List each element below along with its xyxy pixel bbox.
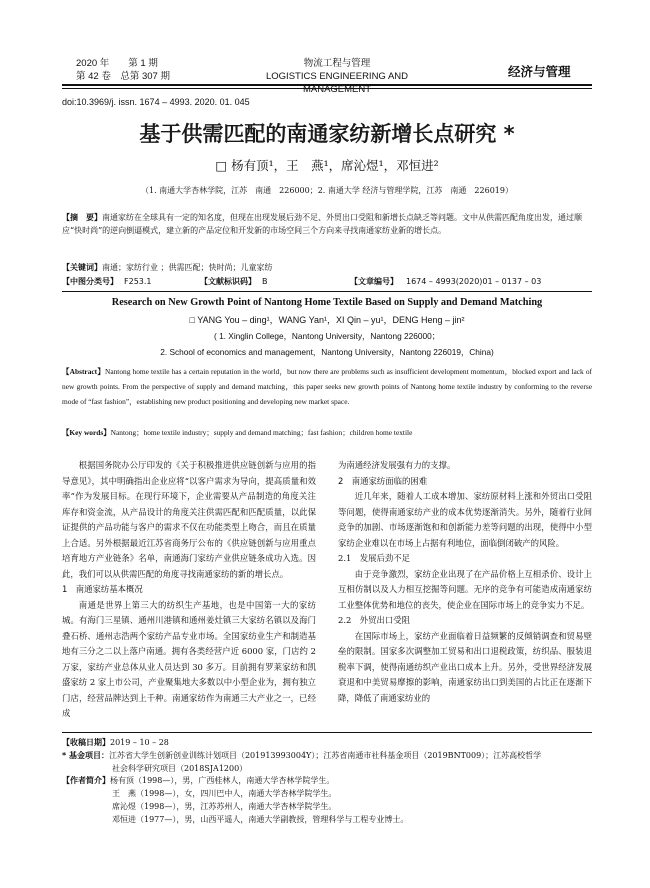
keywords-en xyxy=(62,427,592,438)
abstract-cn-text: 南通家纺在全球具有一定的知名度，但现在出现发展后劲不足、外贸出口受阻和新增长点缺乏等问题。文中从供需匹配角度出发，通过顺应“快时尚”的逆向倒逼模式，建立新的产品定位和开发新的市场空间三个方向来寻找南通家纺业新的增长点。 xyxy=(62,213,582,235)
subsection-2-1-heading: 2.1 发展后劲不足 xyxy=(338,553,410,563)
keywords-en-label: 【Key words】 xyxy=(62,428,111,437)
author-bio-2: 王 燕（1998—），女，四川巴中人，南通大学杏林学院学生。 xyxy=(112,789,337,799)
continued-paragraph: 为南通经济发展强有力的支撑。 xyxy=(338,460,456,470)
abstract-en-text: Nantong home textile has a certain reputation in the world，but now there are problems such as insufficient development momentum，blocked export and lack of new growth points. From the perspective of supply and demand matching，this paper seeks new growth points of Nantong home textile industry by conforming to the reverse mode of “fast fashion”，establishing new product positioning and developing new market space. xyxy=(62,367,592,406)
article-no-value: 1674 – 4993(2020)01 – 0137 – 03 xyxy=(406,277,542,286)
affiliation-en-2: 2. School of economics and management，Nantong University，Nantong 226019，China) xyxy=(160,347,494,357)
body-column-left xyxy=(62,458,316,722)
journal-name-en: LOGISTICS ENGINEERING AND MANAGEMENT xyxy=(266,71,408,95)
meta-rule xyxy=(62,291,592,292)
doc-code-field xyxy=(200,276,268,289)
volume-info: 第 42 卷 总第 307 期 xyxy=(76,71,170,82)
classification-row xyxy=(62,276,592,289)
year-issue: 2020 年 第 1 期 xyxy=(76,58,158,69)
subsection-2-1-paragraph: 由于竞争激烈，家纺企业出现了在产品价格上互相杀价、设计上互相仿制以及人力相互挖掘等问题。无序的竞争有可能造成南通家纺工业整体优势和地位的丧失，使企业在国际市场上的竞争实力不足。 xyxy=(338,568,592,610)
doc-code-value: B xyxy=(262,277,268,286)
article-no-field xyxy=(350,276,541,289)
section-name: 经济与管理 xyxy=(508,64,571,79)
author-bio-1: 【作者简介】杨有顶（1998—），男，广西桂林人，南通大学杏林学院学生。 xyxy=(62,776,335,786)
section-2-heading: 2 南通家纺面临的困难 xyxy=(338,475,428,486)
clc-value: F253.1 xyxy=(124,277,152,286)
body-column-right xyxy=(338,458,592,706)
clc-field xyxy=(62,276,152,289)
journal-name-cn: 物流工程与管理 xyxy=(303,58,371,69)
abstract-cn xyxy=(62,212,592,237)
journal-name xyxy=(232,57,442,96)
subsection-2-2-paragraph: 在国际市场上，家纺产业面临着日益频繁的反倾销调查和贸易壁垒的限制。国家多次调整加工贸易和出口退税政策，纺织品、服装退税率下调，使得南通纺织产业出口成本上升。另外，受世界经济发展衰退和中美贸易摩擦的影响，南通家纺出口到美国的占比正在逐渐下降，降低了南通家纺业的 xyxy=(338,630,592,703)
keywords-cn-label: 【关键词】 xyxy=(62,263,102,272)
affiliation-en-1: ( 1. Xinglin College，Nantong University，Nantong 226000； xyxy=(214,331,440,341)
section-1-heading: 1 南通家纺基本概况 xyxy=(62,584,143,594)
header-rule-thin xyxy=(62,88,592,89)
issue-info xyxy=(76,57,170,83)
keywords-cn-text: 南通；家纺行业 ；供需匹配；快时尚；儿童家纺 xyxy=(102,263,273,272)
affiliation-cn: （1. 南通大学杏林学院，江苏 南通 226000；2. 南通大学 经济与管理学院，江苏 南通 226019） xyxy=(141,186,513,195)
footnote-rule xyxy=(62,732,592,733)
keywords-cn xyxy=(62,262,592,275)
received-date: 【收稿日期】2019 – 10 – 28 xyxy=(62,738,169,747)
doc-code-label: 【文献标识码】 xyxy=(200,277,256,286)
paper-title-en: Research on New Growth Point of Nantong Home Textile Based on Supply and Demand Matching xyxy=(111,297,543,308)
abstract-en xyxy=(62,364,592,409)
section-1-paragraph: 南通是世界上第三大的纺织生产基地，也是中国第一大的家纺城。有海门三星镇、通州川港镇和通州姜灶镇三大家纺名镇以及海门叠石桥、通州志浩两个家纺产品专业市场。全国家纺业生产和制造基地有三分之二以上落户南通。拥有各类经营户近 6000 家，门店约 2 万家，家纺产业总体从业人员达到 30 多万。目前拥有罗莱家纺和凯盛家纺 2 家上市公司，产业聚集地大多数以中小型企业为，拥有独立门店，经营品牌达到上千种。南通家纺作为南通三大产业之一，已经成 xyxy=(62,599,316,718)
doi: doi:10.3969/j. issn. 1674 – 4993. 2020. 01. 045 xyxy=(62,97,250,107)
authors-en: □ YANG You – ding¹，WANG Yan¹，XI Qin – yu¹，DENG Heng – jin² xyxy=(189,315,465,325)
author-bio-4: 邓恒进（1977—），男，山西平遥人，南通大学副教授，管理科学与工程专业博士。 xyxy=(112,814,409,824)
paper-title-cn: 基于供需匹配的南通家纺新增长点研究 * xyxy=(139,122,515,146)
footnotes xyxy=(62,737,592,827)
subsection-2-2-heading: 2.2 外贸出口受阻 xyxy=(338,615,410,625)
header-rule-thick xyxy=(62,84,592,86)
clc-label: 【中图分类号】 xyxy=(62,277,118,286)
article-no-label: 【文章编号】 xyxy=(350,277,398,286)
keywords-en-text: Nantong；home textile industry；supply and demand matching；fast fashion；children home textile xyxy=(110,428,413,437)
abstract-cn-label: 【摘 要】 xyxy=(62,213,102,222)
fund-line-2: 社会科学研究项目（2018SJA1200） xyxy=(112,763,248,773)
fund-line-1: * 基金项目：江苏省大学生创新创业训练计划项目（201913993004Y）；江苏省南通市社科基金项目（2019BNT009）；江苏高校哲学 xyxy=(62,750,542,760)
abstract-en-label: 【Abstract】 xyxy=(62,367,105,376)
section-2-paragraph: 近几年来，随着人工成本增加、家纺原材料上涨和外贸出口受阻等问题，使得南通家纺产业的成本优势逐渐消失。另外，随着行业间竞争的加剧、市场逐渐饱和和创新能力差等问题的出现，使得中小型家纺企业难以在市场上占据有利地位，面临倒闭破产的风险。 xyxy=(338,491,592,548)
author-bio-3: 席沁煜（1998—），男，江苏苏州人，南通大学杏林学院学生。 xyxy=(112,801,337,811)
authors-cn: □ 杨有顶¹，王 燕¹，席沁煜¹，邓恒进² xyxy=(215,158,439,173)
intro-paragraph: 根据国务院办公厅印发的《关于积极推进供应链创新与应用的指导意见》，其中明确指出企业应将“以客户需求为导向，提高质量和效率”作为发展目标。在现行环境下，企业需要从产品制造的角度关注库存和资金流，从产品设计的角度关注供需匹配和匹配质量，以此保证提供的产品功能与客户的需求不仅在功能类型上吻合，而且在质量上合适。另外根据最近江苏省商务厅公布的《供应链创新与应用重点培育地方产业链条》名单，南通海门家纺产业供应链条成功入选。因此，我们可以从供需匹配的角度寻找南通家纺的新的增长点。 xyxy=(62,460,316,579)
